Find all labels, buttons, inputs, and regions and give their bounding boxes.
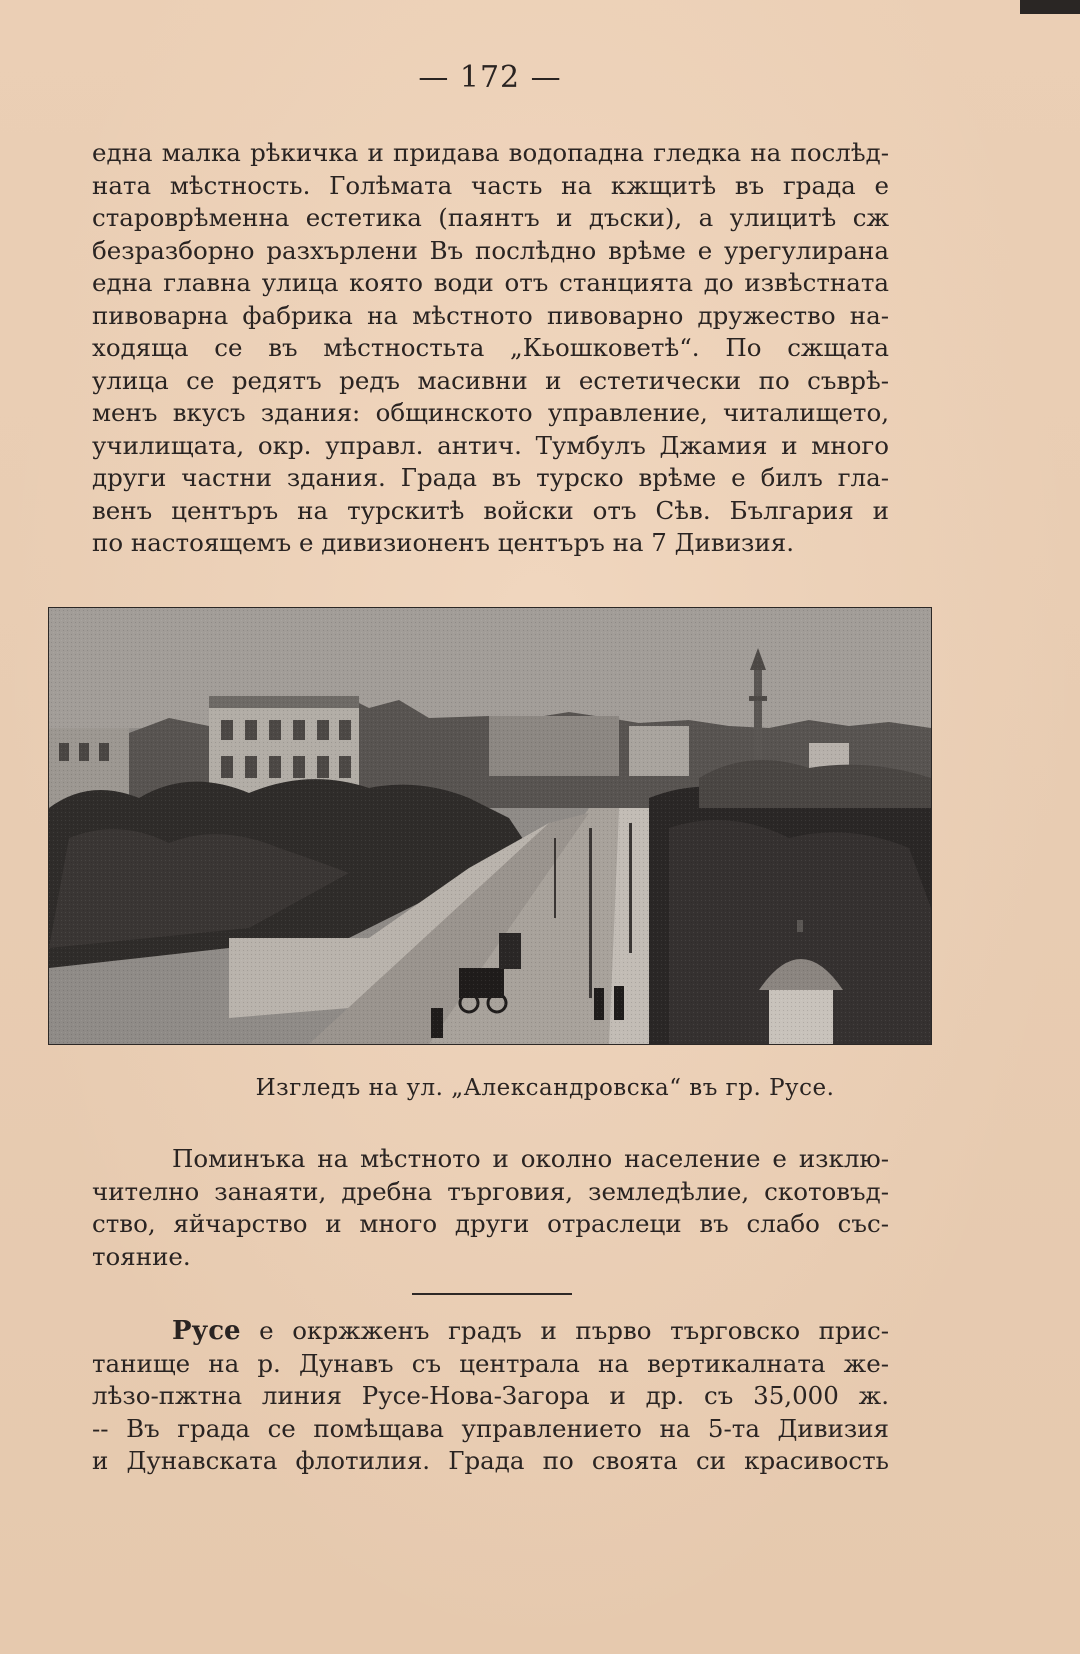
page-number: — 172 —	[418, 60, 562, 95]
text-line-first	[92, 1315, 889, 1348]
text-line: ната мѣстность. Голѣмата часть на кжщитѣ въ града е	[92, 170, 889, 200]
street-photo	[48, 607, 932, 1045]
text-line: ходяща се въ мѣстностьта „Кьошковетѣ“. По сжщата	[92, 333, 889, 362]
text-line: танище на р. Дунавъ съ централа на вертикалната же-	[92, 1348, 889, 1378]
text-line: староврѣменна естетика (паянтъ и дъски), а улицитѣ сж	[92, 203, 889, 232]
text-line: по настоящемъ е дивизионенъ центъръ на 7 Дивизия.	[92, 528, 794, 557]
text-line: менъ вкусъ здания: общинското управление, читалището,	[92, 398, 889, 427]
text-line: -- Въ града се помѣщава управлението на 5-та Дивизия	[92, 1413, 889, 1443]
paragraph-3	[92, 1315, 889, 1478]
text-line: пивоварна фабрика на мѣстното пивоварно дружество на-	[92, 300, 889, 330]
corner-mark	[1020, 0, 1080, 14]
text-line: и Дунавската флотилия. Града по своята си красивость	[92, 1446, 889, 1475]
lead-word: Русе	[172, 1316, 241, 1346]
text-line: чително занаяти, дребна търговия, земледѣлие, скотовъд-	[92, 1176, 889, 1206]
street-photo-illustration	[49, 608, 931, 1044]
section-divider	[412, 1293, 572, 1295]
text-line: Поминъка на мѣстното и околно население е изклю-	[172, 1144, 889, 1173]
paragraph-2	[92, 1143, 889, 1273]
text-line: една главна улица която води отъ станцията до извѣстната	[92, 268, 889, 297]
first-line-rest: е окржженъ градъ и първо търговско прис-	[259, 1316, 889, 1345]
text-line: улица се редятъ редъ масивни и естетически по съврѣ-	[92, 365, 889, 395]
text-line: ство, яйчарство и много други отраслеци въ слабо със-	[92, 1209, 889, 1238]
text-line: училищата, окр. управл. антич. Тумбулъ Джамия и много	[92, 430, 889, 460]
text-line: безразборно разхърлени Въ послѣдно врѣме е урегулирана	[92, 235, 889, 265]
paragraph-1	[92, 137, 889, 560]
text-line: лѣзо-пжтна линия Русе-Нова-Загора и др. съ 35,000 ж.	[92, 1381, 889, 1410]
text-line: тояние.	[92, 1241, 191, 1271]
text-line: други частни здания. Града въ турско врѣме е билъ гла-	[92, 463, 889, 492]
text-line: една малка рѣкичка и придава водопадна гледка на послѣд-	[92, 138, 889, 167]
text-line: венъ центъръ на турскитѣ войски отъ Сѣв. България и	[92, 495, 889, 525]
photo-caption: Изгледъ на ул. „Александровска“ въ гр. Русе.	[255, 1075, 835, 1101]
